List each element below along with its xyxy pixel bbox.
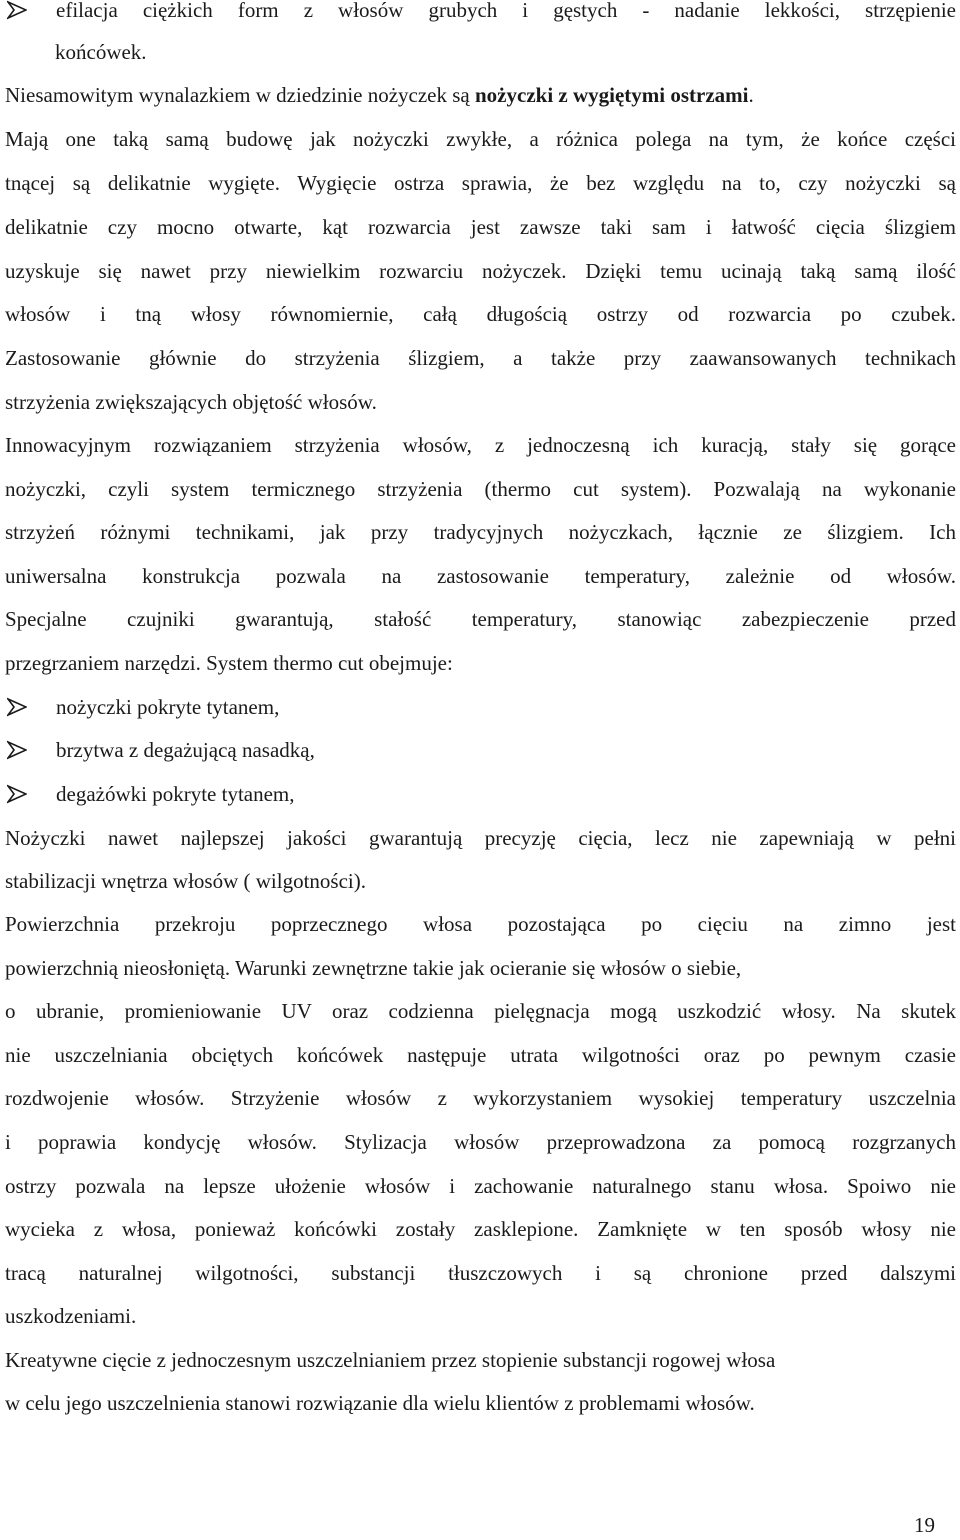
arrowhead-bullet-icon <box>7 784 27 804</box>
paragraph-line: Nożyczki nawet najlepszej jakości gwarantują precyzję cięcia, lecz nie zapewniają w pełni <box>5 826 956 850</box>
bold-term: nożyczki z wygiętymi ostrzami <box>475 83 749 107</box>
paragraph-line: o ubranie, promieniowanie UV oraz codzienna pielęgnacja mogą uszkodzić włosy. Na skutek <box>5 999 956 1023</box>
paragraph-line: stabilizacji wnętrza włosów ( wilgotności). <box>5 869 366 893</box>
arrowhead-bullet-icon <box>7 697 27 717</box>
arrowhead-bullet-icon <box>7 740 27 760</box>
paragraph-line: strzyżenia zwiększających objętość włosów. <box>5 390 377 414</box>
list-item <box>7 692 956 722</box>
paragraph-line: wycieka z włosa, ponieważ końcówki zostały zasklepione. Zamknięte w ten sposób włosy nie <box>5 1217 956 1241</box>
list-item-text: degażówki pokryte tytanem, <box>56 782 295 806</box>
paragraph-line: nożyczki, czyli system termicznego strzyżenia (thermo cut system). Pozwalają na wykonanie <box>5 477 956 501</box>
paragraph-line <box>5 80 956 110</box>
paragraph-line: Powierzchnia przekroju poprzecznego włosa pozostająca po cięciu na zimno jest <box>5 912 956 936</box>
page-number: 19 <box>914 1513 935 1537</box>
bullet-text: efilacja ciężkich form z włosów grubych i gęstych - nadanie lekkości, strzępienie <box>56 0 956 22</box>
paragraph-line: w celu jego uszczelnienia stanowi rozwiązanie dla wielu klientów z problemami włosów. <box>5 1391 755 1415</box>
list-item <box>7 735 956 765</box>
paragraph-line: Mają one taką samą budowę jak nożyczki zwykłe, a różnica polega na tym, że końce części <box>5 127 956 151</box>
bullet-item <box>7 0 956 25</box>
text-run: . <box>748 83 754 107</box>
paragraph-line: uszkodzeniami. <box>5 1304 137 1328</box>
paragraph-line: Specjalne czujniki gwarantują, stałość temperatury, stanowiąc zabezpieczenie przed <box>5 607 956 631</box>
paragraph-line: Innowacyjnym rozwiązaniem strzyżenia włosów, z jednoczesną ich kuracją, stały się gorące <box>5 433 956 457</box>
paragraph-line: powierzchnią nieosłoniętą. Warunki zewnętrzne takie jak ocieranie się włosów o siebie, <box>5 956 742 980</box>
paragraph-line: i poprawia kondycję włosów. Stylizacja włosów przeprowadzona za pomocą rozgrzanych <box>5 1130 956 1154</box>
paragraph-line: Kreatywne cięcie z jednoczesnym uszczelnianiem przez stopienie substancji rogowej włosa <box>5 1348 776 1372</box>
paragraph-line: nie uszczelniania obciętych końcówek następuje utrata wilgotności oraz po pewnym czasie <box>5 1043 956 1067</box>
bullet-text-continued: końcówek. <box>55 40 147 64</box>
paragraph-line: strzyżeń różnymi technikami, jak przy tradycyjnych nożyczkach, łącznie ze ślizgiem. Ich <box>5 520 956 544</box>
text-run: Niesamowitym wynalazkiem w dziedzinie nożyczek są <box>5 83 475 107</box>
paragraph-line: tracą naturalnej wilgotności, substancji tłuszczowych i są chronione przed dalszymi <box>5 1261 956 1285</box>
paragraph-line: przegrzaniem narzędzi. System thermo cut obejmuje: <box>5 651 453 675</box>
paragraph-line: włosów i tną włosy równomiernie, całą długością ostrzy od rozwarcia po czubek. <box>5 302 956 326</box>
paragraph-line: uzyskuje się nawet przy niewielkim rozwarciu nożyczek. Dzięki temu ucinają taką samą ilość <box>5 259 956 283</box>
paragraph-line: rozdwojenie włosów. Strzyżenie włosów z wykorzystaniem wysokiej temperatury uszczelnia <box>5 1086 956 1110</box>
list-item <box>7 779 956 809</box>
paragraph-line: delikatnie czy mocno otwarte, kąt rozwarcia jest zawsze taki sam i łatwość cięcia ślizgiem <box>5 215 956 239</box>
list-item-text: nożyczki pokryte tytanem, <box>56 695 280 719</box>
paragraph-line: Zastosowanie głównie do strzyżenia ślizgiem, a także przy zaawansowanych technikach <box>5 346 956 370</box>
paragraph-line: tnącej są delikatnie wygięte. Wygięcie ostrza sprawia, że bez względu na to, czy nożyczki są <box>5 171 956 195</box>
list-item-text: brzytwa z degażującą nasadką, <box>56 738 315 762</box>
paragraph-line: uniwersalna konstrukcja pozwala na zastosowanie temperatury, zależnie od włosów. <box>5 564 956 588</box>
arrowhead-bullet-icon <box>7 0 27 20</box>
paragraph-line: ostrzy pozwala na lepsze ułożenie włosów i zachowanie naturalnego stanu włosa. Spoiwo nie <box>5 1174 956 1198</box>
